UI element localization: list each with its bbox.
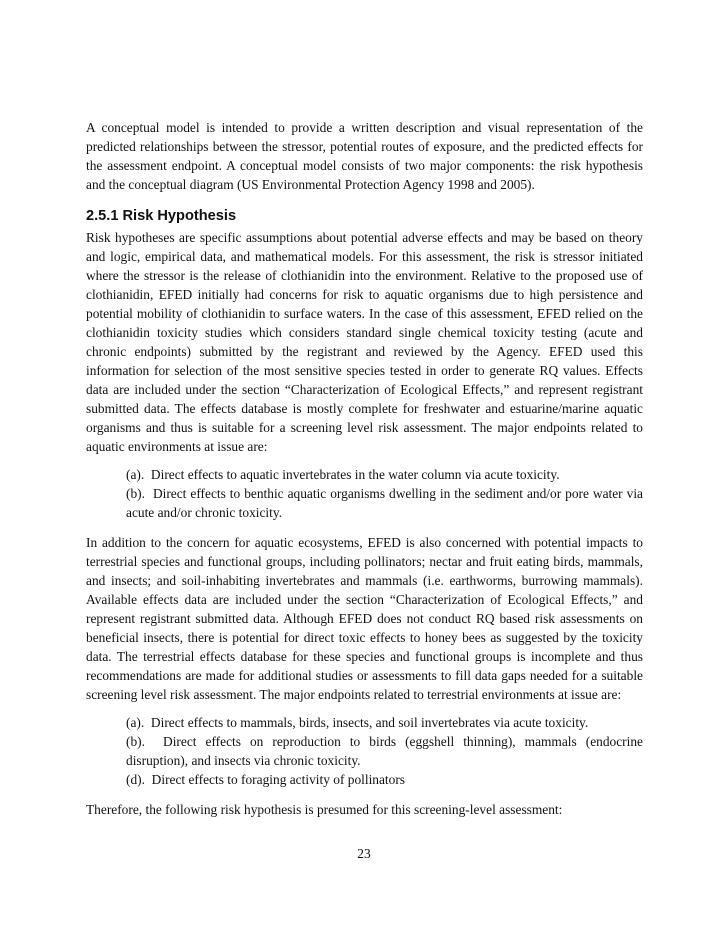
terrestrial-paragraph: In addition to the concern for aquatic ecosystems, EFED is also concerned with potential impacts to terrestrial species and functional groups, including pollinators; nectar and fruit eating birds, mammals, and insects; and soil-inhabiting invertebrates and mammals (i.e. earthworms, burrowing mammals). Available effects data are included under the section “Characterization of Ecological Effects,” and represent registrant submitted data. Although EFED does not conduct RQ based risk assessments on beneficial insects, there is potential for direct toxic effects to honey bees as suggested by the toxicity data. The terrestrial effects database for these species and functional groups is incomplete and thus recommendations are made for additional studies or assessments to fill data gaps needed for a suitable screening level risk assessment. The major endpoints related to terrestrial environments at issue are: [86, 535, 643, 702]
page-number: 23 [357, 846, 371, 861]
list-item-label: (a). [126, 715, 145, 730]
risk-hypothesis-paragraph: Risk hypotheses are specific assumptions about potential adverse effects and may be based on theory and logic, empirical data, and mathematical models. For this assessment, the risk is stressor initiated where the stressor is the release of clothianidin into the environment. Relative to the proposed use of clothianidin, EFED initially had concerns for risk to aquatic organisms due to high persistence and potential mobility of clothianidin to surface waters. In the case of this assessment, EFED relied on the clothianidin toxicity studies which considers standard single chemical toxicity testing (acute and chronic endpoints) submitted by the registrant and reviewed by the Agency. EFED used this information for selection of the most sensitive species tested in order to generate RQ values. Effects data are included under the section “Characterization of Ecological Effects,” and represent registrant submitted data. The effects database is mostly complete for freshwater and estuarine/marine aquatic organisms and thus is suitable for a screening level risk assessment. The major endpoints related to aquatic environments at issue are: [86, 230, 643, 454]
list-item [126, 770, 643, 789]
list-item-label: (a). [126, 467, 145, 482]
section-heading-risk-hypothesis: 2.5.1 Risk Hypothesis [86, 208, 237, 224]
list-item [126, 465, 643, 484]
closing-paragraph: Therefore, the following risk hypothesis is presumed for this screening-level assessment: [86, 802, 563, 817]
aquatic-endpoints-list [126, 465, 643, 522]
list-item-text: Direct effects on reproduction to birds (eggshell thinning), mammals (endocrine disruption), and insects via chronic toxicity. [126, 734, 644, 768]
terrestrial-endpoints-list [126, 713, 643, 789]
list-item [126, 732, 643, 770]
list-item-text: Direct effects to aquatic invertebrates in the water column via acute toxicity. [150, 467, 560, 482]
document-page [86, 118, 643, 819]
list-item [126, 713, 643, 732]
list-item-label: (b). [126, 486, 145, 501]
list-item-label: (b). [126, 734, 145, 749]
list-item-label: (d). [126, 772, 145, 787]
list-item-text: Direct effects to foraging activity of pollinators [151, 772, 406, 787]
intro-paragraph: A conceptual model is intended to provide a written description and visual representation of the predicted relationships between the stressor, potential routes of exposure, and the predicted effects for the assessment endpoint. A conceptual model consists of two major components: the risk hypothesis and the conceptual diagram (US Environmental Protection Agency 1998 and 2005). [86, 120, 643, 192]
list-item [126, 484, 643, 522]
list-item-text: Direct effects to benthic aquatic organisms dwelling in the sediment and/or pore water via acute and/or chronic toxicity. [126, 486, 643, 520]
list-item-text: Direct effects to mammals, birds, insects, and soil invertebrates via acute toxicity. [150, 715, 589, 730]
